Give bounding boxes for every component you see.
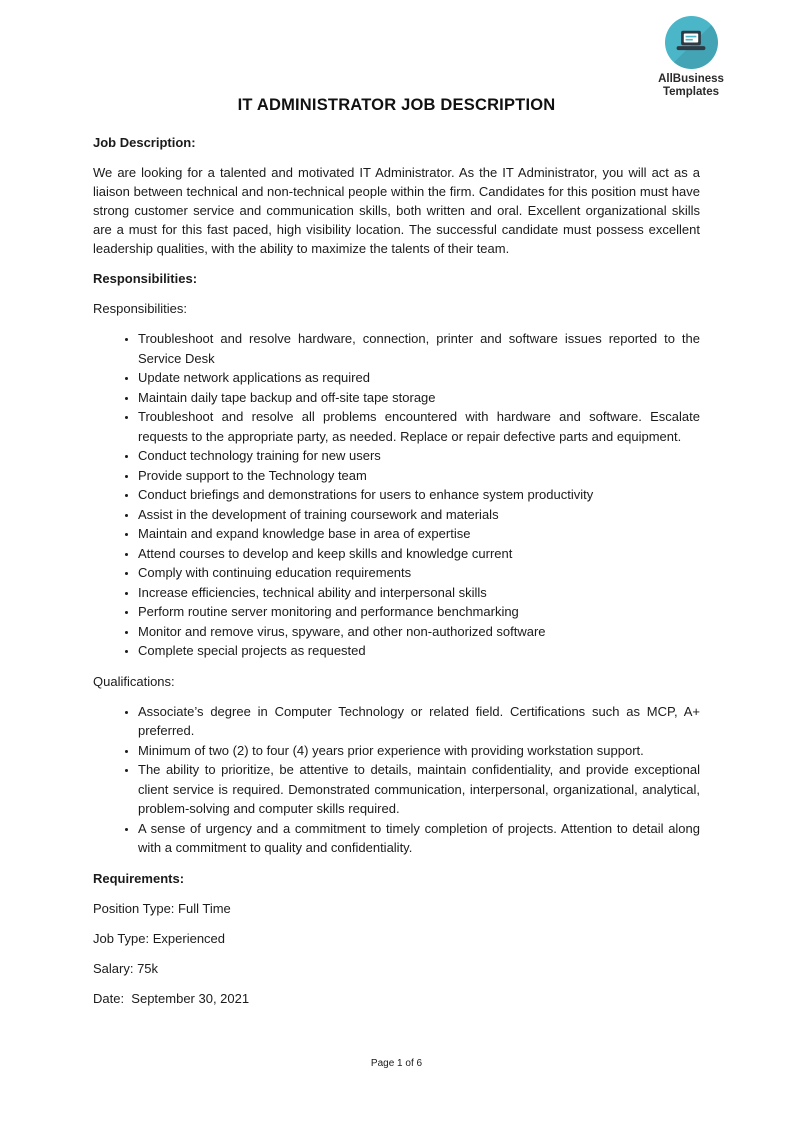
responsibility-item: • Provide support to the Technology team	[138, 466, 700, 486]
qualification-item: • The ability to prioritize, be attentive to details, maintain confidentiality, and provide exceptional client service is required. Demonstrated communication, interpersonal, organizational, analytical, problem-solving and computer skills required.	[138, 760, 700, 819]
job-description-heading: Job Description:	[93, 135, 196, 150]
responsibility-item: • Assist in the development of training coursework and materials	[138, 505, 700, 525]
logo-text-line1: AllBusiness	[658, 73, 724, 85]
responsibilities-intro: Responsibilities:	[93, 301, 187, 316]
responsibility-item: • Attend courses to develop and keep skills and knowledge current	[138, 544, 700, 564]
requirements-heading: Requirements:	[93, 870, 185, 886]
logo-text-line2: Templates	[662, 86, 720, 98]
responsibility-item: • Perform routine server monitoring and performance benchmarking	[138, 602, 700, 622]
qualifications-heading: Qualifications:	[93, 673, 175, 689]
requirement-field: Salary: 75k	[93, 960, 159, 976]
responsibility-item: • Complete special projects as requested	[138, 641, 700, 661]
qualifications-list	[93, 702, 700, 858]
responsibility-item: • Comply with continuing education requirements	[138, 563, 700, 583]
qualification-item: • Associate’s degree in Computer Technology or related field. Certifications such as MCP, A+ preferred.	[138, 702, 700, 741]
qualification-item: • A sense of urgency and a commitment to timely completion of projects. Attention to detail along with a commitment to quality and confidentiality.	[138, 819, 700, 858]
page-title: IT ADMINISTRATOR JOB DESCRIPTION	[237, 96, 556, 114]
responsibility-item: • Maintain and expand knowledge base in area of expertise	[138, 524, 700, 544]
responsibility-item: • Conduct briefings and demonstrations for users to enhance system productivity	[138, 485, 700, 505]
responsibility-item: • Troubleshoot and resolve all problems encountered with hardware and software. Escalate requests to the appropriate party, as needed. Replace or repair defective parts and equipment.	[138, 407, 700, 446]
requirement-field: Date: September 30, 2021	[93, 990, 250, 1006]
responsibility-item: • Troubleshoot and resolve hardware, connection, printer and software issues reported to the Service Desk	[138, 329, 700, 368]
responsibility-item: • Increase efficiencies, technical ability and interpersonal skills	[138, 583, 700, 603]
responsibilities-heading: Responsibilities:	[93, 271, 198, 286]
responsibility-item: • Monitor and remove virus, spyware, and other non-authorized software	[138, 622, 700, 642]
responsibility-item: • Update network applications as required	[138, 368, 700, 388]
job-description-body: We are looking for a talented and motivated IT Administrator. As the IT Administrator, you will act as a liaison between technical and non-technical people within the firm. Candidates for this position must have strong customer service and communication skills, both written and oral. Excellent organizational skills are a must for this fast paced, high visibility location. The successful candidate must possess excellent leadership qualities, with the ability to maximize the talents of their team.	[93, 165, 700, 256]
requirement-field: Position Type: Full Time	[93, 900, 231, 916]
requirements-fields	[93, 899, 700, 1008]
responsibility-item: • Conduct technology training for new users	[138, 446, 700, 466]
responsibility-item: • Maintain daily tape backup and off-site tape storage	[138, 388, 700, 408]
laptop-icon	[673, 28, 709, 57]
qualification-item: • Minimum of two (2) to four (4) years prior experience with providing workstation support.	[138, 741, 700, 761]
page-number: Page 1 of 6	[370, 1058, 423, 1069]
responsibilities-list	[93, 329, 700, 661]
requirement-field: Job Type: Experienced	[93, 930, 226, 946]
